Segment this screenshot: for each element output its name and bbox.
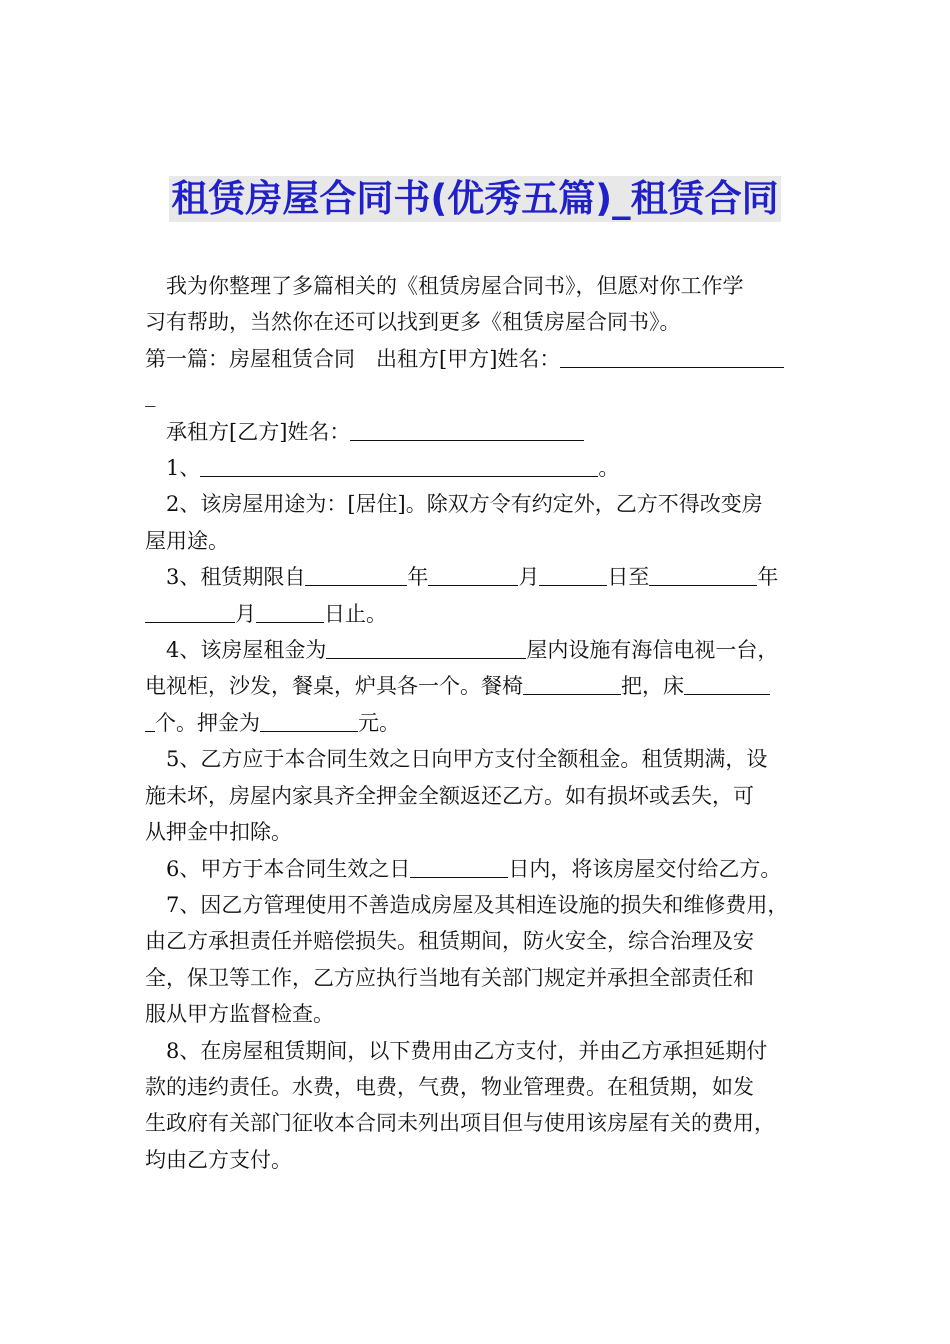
document-title: 租赁房屋合同书(优秀五篇)_租赁合同 xyxy=(171,177,779,220)
item-3-line-2 xyxy=(145,596,813,632)
item-4-line-3 xyxy=(145,705,813,741)
item4-text: 4、该房屋租金为 xyxy=(166,638,327,663)
item-3-line-1 xyxy=(145,559,813,595)
item1-blank xyxy=(200,455,598,477)
lessee-name-blank xyxy=(350,419,584,441)
item3-month-label: 月 xyxy=(518,565,540,590)
section1-overflow: _ xyxy=(145,383,156,408)
rent-blank xyxy=(326,637,526,659)
section1-text: 第一篇：房屋租赁合同 出租方[甲方]姓名： xyxy=(145,346,561,371)
item-5-line-2: 施未坏，房屋内家具齐全押金全额返还乙方。如有损坏或丢失，可 xyxy=(145,783,754,808)
item1-label: 1、 xyxy=(166,456,201,481)
item-2-line-2: 屋用途。 xyxy=(145,528,229,553)
lessor-name-blank xyxy=(560,346,784,368)
item-7-line-2: 由乙方承担责任并赔偿损失。租赁期间，防火安全，综合治理及安 xyxy=(145,929,754,954)
item-5-line-3: 从押金中扣除。 xyxy=(145,820,292,845)
item-8-line-2: 款的违约责任。水费，电费，气费，物业管理费。在租赁期，如发 xyxy=(145,1074,754,1099)
item3-year2-label: 年 xyxy=(757,565,779,590)
deposit-blank xyxy=(260,710,358,732)
item3-end-label: 日止。 xyxy=(324,601,387,626)
item3-text: 3、租赁期限自 xyxy=(166,565,306,590)
start-year-blank xyxy=(305,564,407,586)
start-day-blank xyxy=(539,564,607,586)
item-4-line-2 xyxy=(145,668,813,704)
item6-text: 6、甲方于本合同生效之日 xyxy=(166,856,411,881)
item4-line3-text-2: 元。 xyxy=(358,710,400,735)
bed-count-blank-cont xyxy=(145,710,155,732)
item3-month2-label: 月 xyxy=(235,601,256,626)
item3-day-to-label: 日至 xyxy=(607,565,650,590)
item6-text-2: 日内，将该房屋交付给乙方。 xyxy=(508,856,782,881)
item-4-line-1 xyxy=(145,632,813,668)
item-8-line-3: 生政府有关部门征收本合同未列出项目但与使用该房屋有关的费用， xyxy=(145,1111,775,1136)
item-7-line-3: 全，保卫等工作，乙方应执行当地有关部门规定并承担全部责任和 xyxy=(145,965,754,990)
lessee-label: 承租方[乙方]姓名： xyxy=(166,419,351,444)
item3-year-label: 年 xyxy=(407,565,429,590)
item-7-line-1: 7、因乙方管理使用不善造成房屋及其相连设施的损失和维修费用， xyxy=(166,892,789,917)
item1-end: 。 xyxy=(598,456,620,481)
item-1 xyxy=(145,450,813,486)
intro-line-2: 习有帮助，当然你在还可以找到更多《租赁房屋合同书》。 xyxy=(145,310,681,335)
item4-line2-text: 电视柜，沙发，餐桌，炉具各一个。餐椅 xyxy=(145,674,523,699)
item-8-line-1: 8、在房屋租赁期间，以下费用由乙方支付，并由乙方承担延期付 xyxy=(166,1038,768,1063)
item4-line2-text-2: 把，床 xyxy=(621,674,684,699)
section1-heading xyxy=(145,341,813,377)
bed-count-blank xyxy=(684,673,770,695)
item-6 xyxy=(145,851,813,887)
item-5-line-1: 5、乙方应于本合同生效之日向甲方支付全额租金。租赁期满，设 xyxy=(166,747,768,772)
item4-line3-text: 个。押金为 xyxy=(155,710,260,735)
end-month-blank xyxy=(145,601,235,623)
document-body xyxy=(145,268,813,1178)
start-month-blank xyxy=(428,564,518,586)
title-container xyxy=(0,176,950,222)
item-2-line-1: 2、该房屋用途为：[居住]。除双方令有约定外，乙方不得改变房 xyxy=(166,492,763,517)
end-day-blank xyxy=(256,601,324,623)
intro-line-1: 我为你整理了多篇相关的《租赁房屋合同书》，但愿对你工作学 xyxy=(166,274,744,298)
lessee-line xyxy=(145,414,813,450)
chair-count-blank xyxy=(523,673,621,695)
end-year-blank xyxy=(649,564,757,586)
item4-text-2: 屋内设施有海信电视一台， xyxy=(526,638,779,663)
handover-days-blank xyxy=(410,856,508,878)
item-7-line-4: 服从甲方监督检查。 xyxy=(145,1002,334,1027)
item-8-line-4: 均由乙方支付。 xyxy=(145,1147,292,1172)
